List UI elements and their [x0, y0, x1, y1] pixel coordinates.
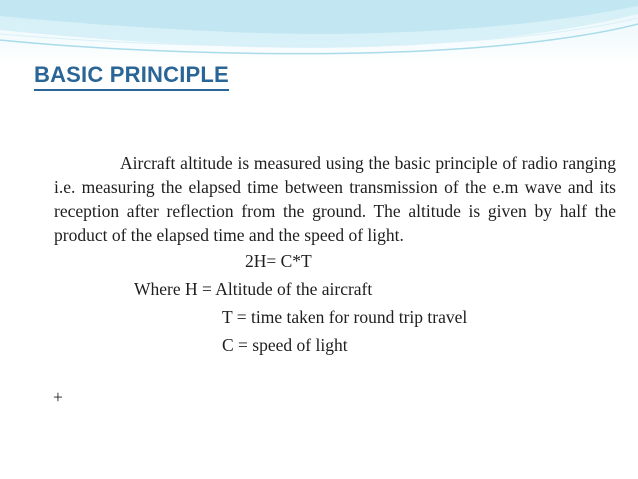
slide-title: BASIC PRINCIPLE	[34, 61, 229, 91]
header-decoration	[0, 0, 638, 64]
principle-paragraph: Aircraft altitude is measured using the basic principle of radio ranging i.e. measuring the elapsed time between transmission of the e.m wave and its reception after reflection from the ground. The altitude is given by half the product of the elapsed time and the speed of light.	[54, 153, 616, 245]
altitude-equation: 2H= C*T	[245, 251, 312, 271]
where-h-definition: Where H = Altitude of the aircraft	[134, 279, 373, 299]
t-definition: T = time taken for round trip travel	[222, 307, 468, 327]
empty-bullet-marker: +	[53, 387, 63, 407]
slide-body	[54, 151, 616, 359]
header-wave-graphic	[0, 0, 638, 64]
c-definition: C = speed of light	[222, 335, 348, 355]
